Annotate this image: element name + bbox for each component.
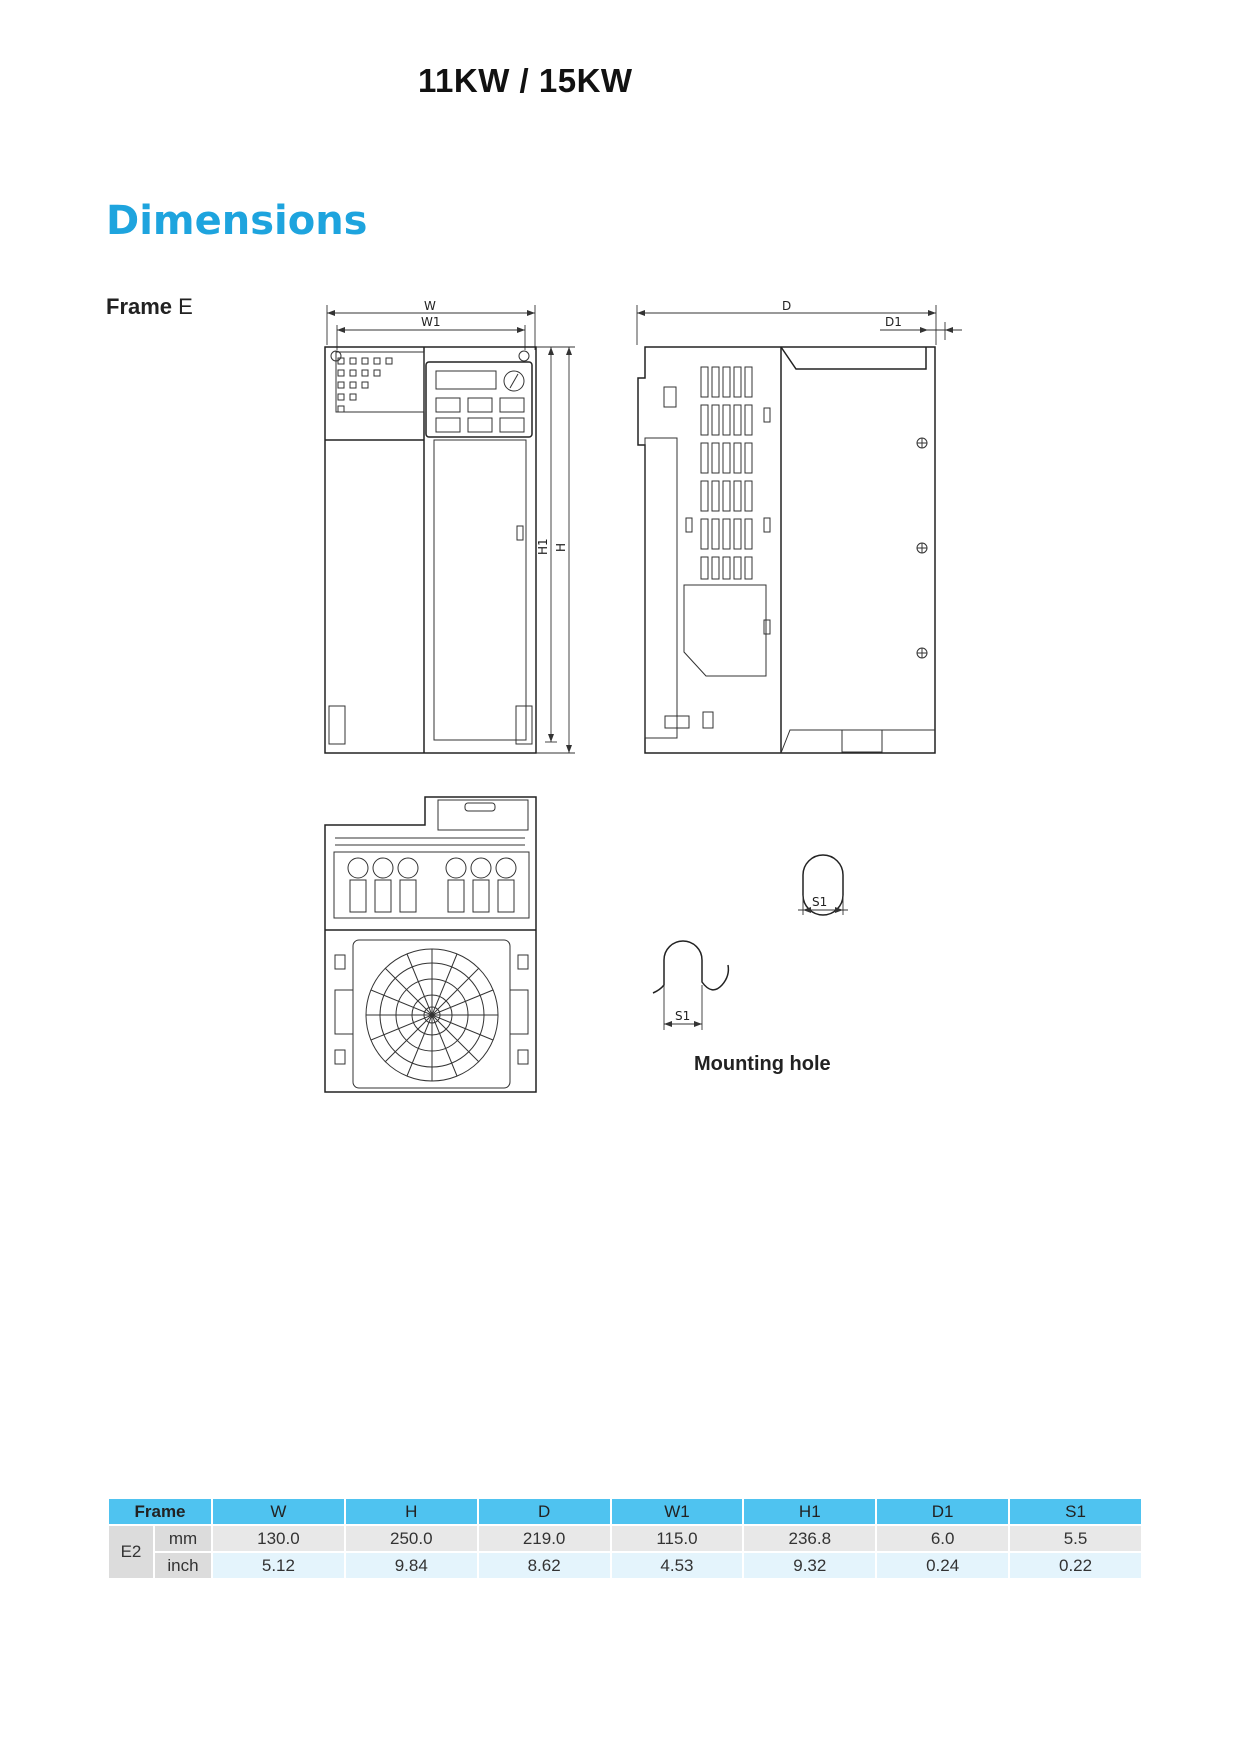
dim-d-label: D — [782, 299, 792, 313]
bottom-view — [325, 797, 536, 1092]
value-cell: 0.22 — [1010, 1553, 1141, 1578]
value-cell: 9.32 — [744, 1553, 875, 1578]
table-row — [109, 1553, 1141, 1578]
dim-h-label: H — [554, 542, 568, 552]
header-w1: W1 — [612, 1499, 743, 1524]
table-row — [109, 1526, 1141, 1551]
value-cell: 5.12 — [213, 1553, 344, 1578]
dim-d1-label: D1 — [885, 315, 902, 329]
mounting-hole-diagram — [653, 855, 848, 1030]
value-cell: 236.8 — [744, 1526, 875, 1551]
value-cell: 6.0 — [877, 1526, 1008, 1551]
header-d: D — [479, 1499, 610, 1524]
header-d1: D1 — [877, 1499, 1008, 1524]
value-cell: 250.0 — [346, 1526, 477, 1551]
header-w: W — [213, 1499, 344, 1524]
value-cell: 9.84 — [346, 1553, 477, 1578]
header-h: H — [346, 1499, 477, 1524]
s1-label-top: S1 — [812, 895, 828, 909]
value-cell: 5.5 — [1010, 1526, 1141, 1551]
side-view — [637, 299, 962, 753]
header-frame: Frame — [109, 1499, 211, 1524]
unit-cell: mm — [155, 1526, 211, 1551]
s1-label-bottom: S1 — [675, 1009, 691, 1023]
header-s1: S1 — [1010, 1499, 1141, 1524]
frame-cell: E2 — [109, 1526, 153, 1578]
value-cell: 8.62 — [479, 1553, 610, 1578]
frame-label-letter: E — [172, 294, 193, 319]
section-heading: Dimensions — [106, 198, 368, 244]
dim-w1-label: W1 — [421, 315, 441, 329]
frame-label-word: Frame — [106, 294, 173, 319]
value-cell: 130.0 — [213, 1526, 344, 1551]
front-view — [325, 299, 575, 753]
mounting-hole-label: Mounting hole — [694, 1053, 831, 1075]
value-cell: 219.0 — [479, 1526, 610, 1551]
unit-cell: inch — [155, 1553, 211, 1578]
value-cell: 4.53 — [612, 1553, 743, 1578]
dim-h1-label: H1 — [536, 538, 550, 555]
value-cell: 0.24 — [877, 1553, 1008, 1578]
dim-w-label: W — [424, 299, 436, 313]
dimensions-table — [107, 1497, 1143, 1580]
page-title: 11KW / 15KW — [418, 62, 633, 99]
table-header-row — [109, 1499, 1141, 1524]
header-h1: H1 — [744, 1499, 875, 1524]
value-cell: 115.0 — [612, 1526, 743, 1551]
